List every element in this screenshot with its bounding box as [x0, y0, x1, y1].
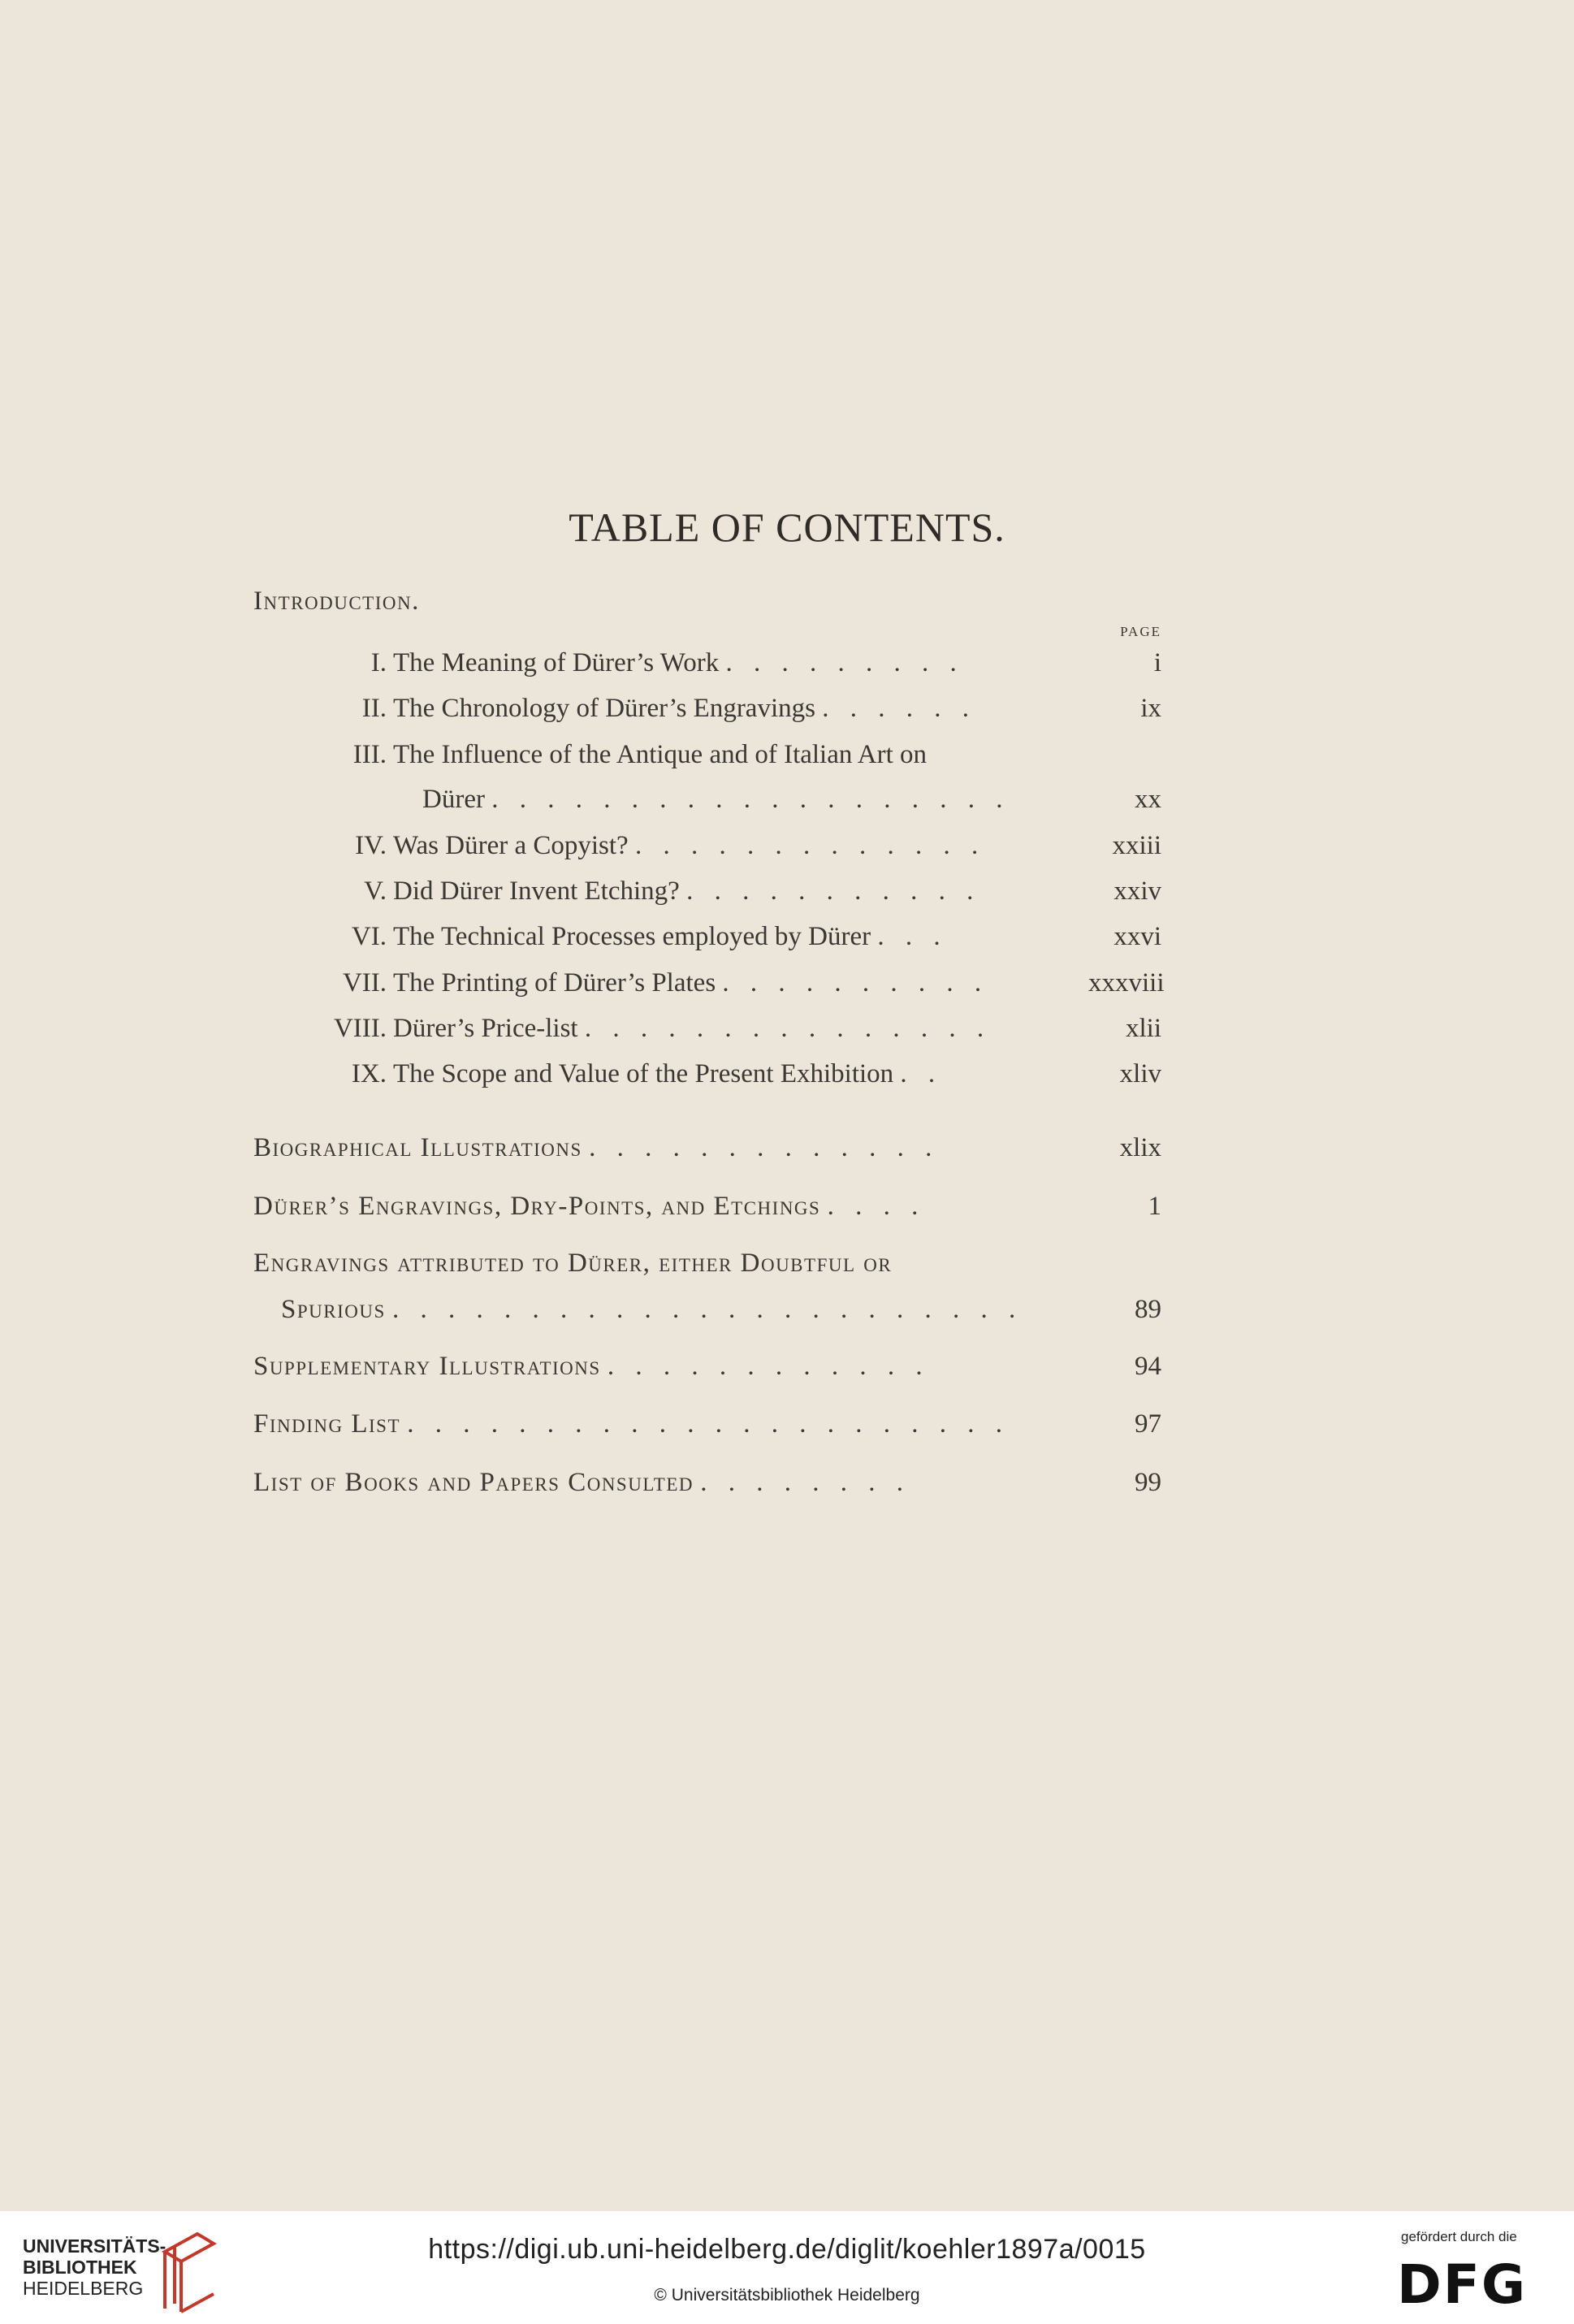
- section-entry: Finding List . . . . . . . . . . . . . . . . . . . . . .: [253, 1409, 1010, 1439]
- intro-item-number: VII.: [342, 968, 387, 998]
- intro-item-page: ix: [1140, 694, 1161, 723]
- intro-item-page: xxxviii: [1088, 968, 1165, 998]
- intro-item-number: V.: [364, 876, 387, 906]
- intro-item-page: i: [1153, 648, 1161, 677]
- section-entry: Supplementary Illustrations . . . . . . . . . . . .: [253, 1352, 930, 1381]
- intro-item-number: III.: [352, 740, 387, 769]
- intro-item-title: The Printing of Dürer’s Plates . . . . . . . . . .: [393, 968, 989, 998]
- intro-item-page: xxiv: [1113, 876, 1161, 906]
- section-entry: Biographical Illustrations . . . . . . . . . . . . .: [253, 1133, 940, 1162]
- section-entry: Engravings attributed to Dürer, either Doubtful or: [253, 1249, 893, 1278]
- intro-item-page: xx: [1135, 785, 1161, 814]
- library-name-line: BIBLIOTHEK: [23, 2257, 137, 2278]
- section-page: xlix: [1119, 1133, 1161, 1162]
- section-entry-continuation: Spurious . . . . . . . . . . . . . . . . . . . . . . .: [281, 1295, 1023, 1324]
- dfg-logo: DFG: [1397, 2253, 1528, 2316]
- intro-item-title: The Technical Processes employed by Dürer . . .: [393, 922, 948, 951]
- intro-item-number: VIII.: [333, 1014, 387, 1043]
- intro-item-title: Did Dürer Invent Etching? . . . . . . . . . . .: [393, 876, 981, 906]
- intro-item-number: IX.: [351, 1059, 387, 1088]
- library-name-line: HEIDELBERG: [23, 2278, 144, 2299]
- section-page: 89: [1135, 1295, 1161, 1324]
- library-name-line: UNIVERSITÄTS-: [23, 2235, 166, 2257]
- footer-bar: [0, 2211, 1574, 2324]
- section-page: 97: [1135, 1409, 1161, 1439]
- section-page: 99: [1135, 1468, 1161, 1497]
- intro-item-title-continuation: Dürer . . . . . . . . . . . . . . . . . . .: [422, 785, 1010, 814]
- intro-item-title: Was Dürer a Copyist? . . . . . . . . . . . . .: [393, 831, 986, 860]
- introduction-heading: Introduction.: [253, 586, 420, 616]
- intro-item-number: I.: [370, 648, 387, 677]
- intro-item-title: The Scope and Value of the Present Exhibition . .: [393, 1059, 943, 1088]
- intro-item-page: xxvi: [1113, 922, 1161, 951]
- intro-item-page: xlii: [1125, 1014, 1161, 1043]
- intro-item-title: Dürer’s Price-list . . . . . . . . . . . . . . .: [393, 1014, 992, 1043]
- intro-item-title: The Influence of the Antique and of Italian Art on: [393, 740, 928, 769]
- section-page: 94: [1135, 1352, 1161, 1381]
- intro-item-title: The Chronology of Dürer’s Engravings . . . . . .: [393, 694, 976, 723]
- section-entry: List of Books and Papers Consulted . . . . . . . .: [253, 1468, 910, 1497]
- page-column-header: PAGE: [1120, 624, 1161, 639]
- copyright-text: © Universitätsbibliothek Heidelberg: [654, 2286, 920, 2305]
- intro-item-number: IV.: [355, 831, 387, 860]
- section-entry: Dürer’s Engravings, Dry-Points, and Etchings . . . .: [253, 1192, 926, 1221]
- intro-item-title: The Meaning of Dürer’s Work . . . . . . . . .: [393, 648, 964, 677]
- permalink-url[interactable]: https://digi.ub.uni-heidelberg.de/diglit/koehler1897a/0015: [428, 2234, 1146, 2265]
- intro-item-number: VI.: [351, 922, 387, 951]
- intro-item-number: II.: [361, 694, 387, 723]
- funding-label: gefördert durch die: [1401, 2229, 1517, 2244]
- intro-item-page: xliv: [1119, 1059, 1161, 1088]
- intro-item-page: xxiii: [1112, 831, 1161, 860]
- page-title: TABLE OF CONTENTS.: [569, 504, 1005, 550]
- section-page: 1: [1148, 1192, 1161, 1221]
